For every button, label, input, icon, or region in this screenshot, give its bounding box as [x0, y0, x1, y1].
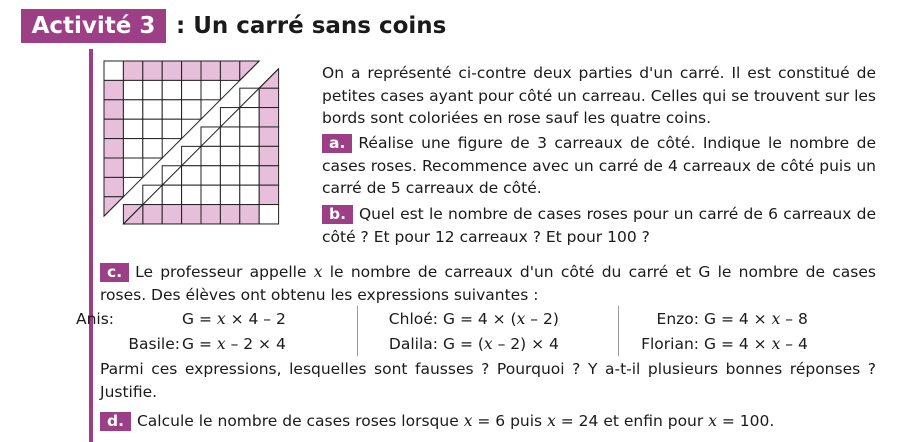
white-cell: [240, 127, 259, 146]
white-cell: [182, 185, 201, 204]
pink-cell: [162, 205, 181, 224]
white-cell: [123, 80, 142, 99]
white-cell: [123, 158, 142, 177]
white-cell: [143, 80, 162, 99]
pink-cell: [201, 61, 220, 80]
activity-badge: Activité 3: [21, 9, 166, 43]
intro-paragraph: On a représenté ci-contre deux parties d'un carré. Il est constitué de petites cases ayant pour côté un carreau. Celles qui se trouvent sur les bords sont coloriées en rose sauf les quatre coins.: [322, 64, 876, 127]
question-c-label: c.: [100, 263, 129, 282]
white-cell: [201, 80, 220, 99]
question-a: [322, 132, 876, 200]
florian-name: Florian:: [641, 335, 699, 353]
pink-cell: [104, 139, 123, 158]
white-cell: [182, 166, 201, 185]
white-cell: [162, 185, 181, 204]
pink-cell: [162, 61, 181, 80]
question-c-follow-up: Parmi ces expressions, lesquelles sont fausses ? Pourquoi ? Y a-t-il plusieurs bonnes réponses ? Justifie.: [100, 360, 876, 401]
white-cell: [143, 139, 162, 158]
white-cell: [220, 146, 239, 165]
white-cell: [123, 119, 142, 138]
question-b: [322, 203, 876, 248]
question-d: d. Calcule le nombre de cases roses lorsque x = 6 puis x = 24 et enfin pour x = 100.: [100, 410, 876, 433]
white-cell: [143, 119, 162, 138]
question-c: [100, 261, 876, 306]
pink-cell: [220, 205, 239, 224]
question-a-label: a.: [322, 134, 352, 153]
pink-cell: [104, 177, 123, 196]
pink-cell: [104, 80, 123, 99]
dalila-expression: G = (x – 2) × 4: [443, 335, 559, 353]
white-cell: [162, 100, 181, 119]
florian-expression: G = 4 × x – 4: [704, 335, 808, 353]
white-cell: [182, 100, 201, 119]
enzo-name: Enzo:: [656, 310, 699, 328]
grid-cells: [104, 61, 279, 224]
pink-cell: [259, 108, 278, 127]
question-c-text-2: le nombre de carreaux d'un côté du carré et G le nombre de cases roses. Des élèves ont obtenu les expressions suivantes :: [100, 263, 876, 304]
anis-expression: G = x × 4 – 2: [182, 310, 286, 328]
activity-title: : Un carré sans coins: [176, 13, 447, 39]
column-divider-2: [618, 306, 619, 356]
white-cell: [259, 205, 278, 224]
white-cell: [104, 61, 123, 80]
column-divider-1: [357, 306, 358, 356]
pink-cell: [104, 100, 123, 119]
question-b-label: b.: [322, 205, 353, 224]
chloe-name: Chloé:: [388, 310, 438, 328]
white-cell: [143, 100, 162, 119]
white-cell: [201, 146, 220, 165]
white-cell: [220, 166, 239, 185]
pink-cell: [259, 127, 278, 146]
question-b-text: Quel est le nombre de cases roses pour un carré de 6 carreaux de côté ? Et pour 12 carreaux ? Et pour 100 ?: [322, 205, 876, 246]
basile-expression: G = x – 2 × 4: [182, 335, 286, 353]
chloe-expression: G = 4 × (x – 2): [443, 310, 559, 328]
white-cell: [123, 100, 142, 119]
pink-cell: [143, 205, 162, 224]
pink-cell: [259, 146, 278, 165]
white-cell: [220, 185, 239, 204]
white-cell: [240, 166, 259, 185]
anis-name: Anis:: [75, 310, 114, 328]
white-cell: [240, 185, 259, 204]
white-cell: [240, 146, 259, 165]
pink-cell: [259, 185, 278, 204]
variable-x: x: [313, 263, 323, 281]
white-cell: [182, 80, 201, 99]
dalila-name: Dalila:: [388, 335, 438, 353]
pink-cell: [259, 88, 278, 107]
pink-cell: [259, 166, 278, 185]
basile-name: Basile:: [128, 335, 180, 353]
pink-cell: [104, 119, 123, 138]
white-cell: [201, 166, 220, 185]
pink-cell: [240, 205, 259, 224]
enzo-expression: G = 4 × x – 8: [704, 310, 808, 328]
white-cell: [220, 127, 239, 146]
pink-cell: [143, 61, 162, 80]
pink-cell: [201, 205, 220, 224]
white-cell: [123, 139, 142, 158]
pink-cell: [123, 61, 142, 80]
question-c-text-1: Le professeur appelle: [135, 263, 307, 281]
white-cell: [240, 108, 259, 127]
white-cell: [162, 80, 181, 99]
pink-cell: [182, 205, 201, 224]
pink-cell: [182, 61, 201, 80]
white-cell: [201, 185, 220, 204]
pink-cell: [220, 61, 239, 80]
white-cell: [162, 119, 181, 138]
question-d-label: d.: [100, 412, 131, 431]
question-a-text: Réalise une figure de 3 carreaux de côté. Indique le nombre de cases roses. Recommence avec un carré de 4 carreaux de côté puis un carré de 5 carreaux de côté.: [322, 134, 876, 197]
pink-cell: [104, 158, 123, 177]
